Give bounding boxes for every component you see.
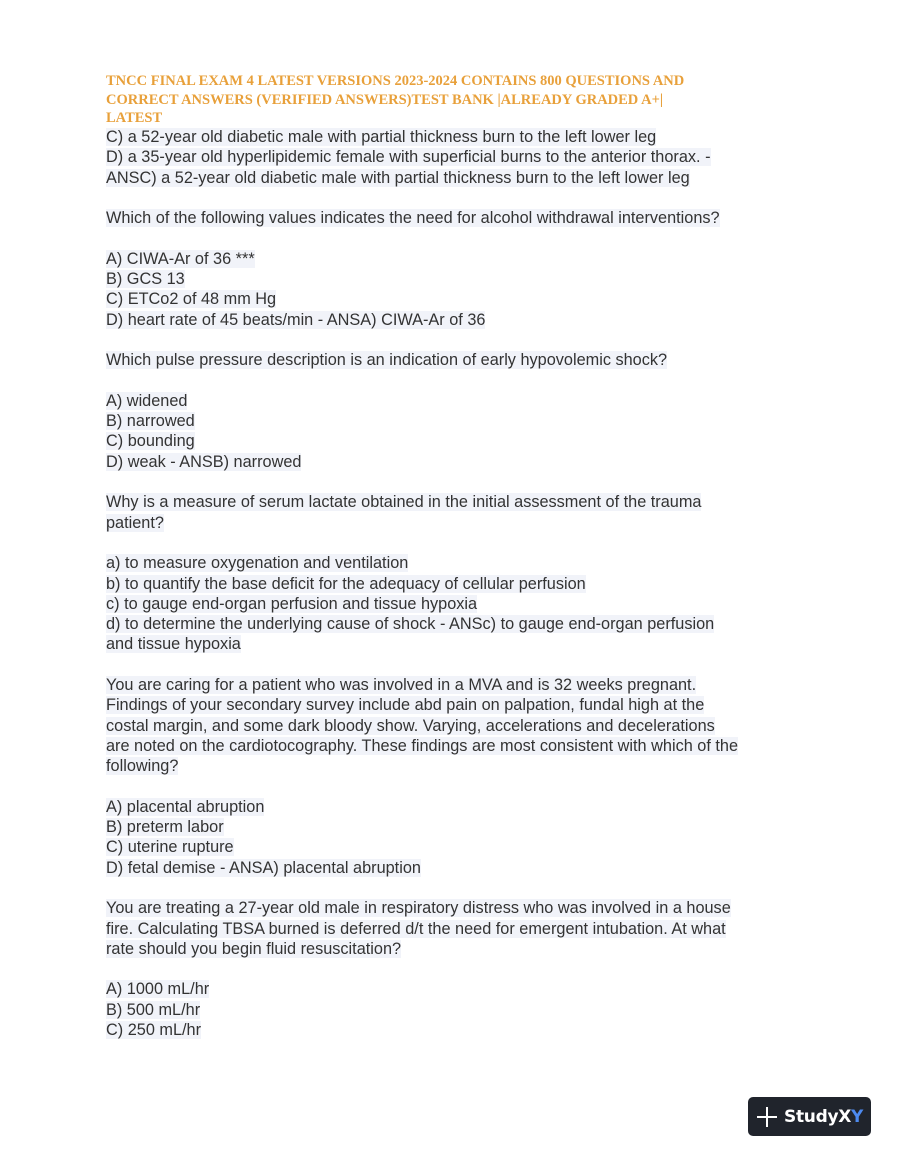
text-line xyxy=(106,249,826,269)
document-body xyxy=(106,127,826,1040)
text-line xyxy=(106,168,826,188)
text-line xyxy=(106,675,826,695)
line-text: B) narrowed xyxy=(106,412,195,431)
line-text: C) ETCo2 of 48 mm Hg xyxy=(106,290,277,309)
text-line xyxy=(106,310,826,330)
line-text: C) a 52-year old diabetic male with partial thickness burn to the left lower leg xyxy=(106,128,657,146)
text-line xyxy=(106,979,826,999)
text-line xyxy=(106,574,826,594)
paragraph-gap xyxy=(106,472,826,492)
text-line xyxy=(106,208,826,228)
text-line xyxy=(106,391,826,411)
paragraph-gap xyxy=(106,371,826,391)
paragraph-gap xyxy=(106,533,826,553)
document-header xyxy=(106,72,786,128)
line-text: are noted on the cardiotocography. These findings are most consistent with which of the xyxy=(106,736,739,755)
paragraph-gap xyxy=(106,188,826,208)
line-text: b) to quantify the base deficit for the adequacy of cellular perfusion xyxy=(106,574,586,593)
paragraph-gap xyxy=(106,655,826,675)
line-text: C) 250 mL/hr xyxy=(106,1021,202,1040)
text-line xyxy=(106,919,826,939)
line-text: C) bounding xyxy=(106,432,195,451)
line-text: A) placental abruption xyxy=(106,797,265,816)
line-text: patient? xyxy=(106,513,164,532)
text-line xyxy=(106,837,826,857)
paragraph-gap xyxy=(106,330,826,350)
line-text: A) widened xyxy=(106,391,188,410)
line-text: D) a 35-year old hyperlipidemic female with superficial burns to the anterior thorax. - xyxy=(106,148,711,167)
text-line xyxy=(106,1000,826,1020)
text-line xyxy=(106,492,826,512)
paragraph-gap xyxy=(106,777,826,797)
line-text: ANSC) a 52-year old diabetic male with partial thickness burn to the left lower leg xyxy=(106,168,690,187)
paragraph-gap xyxy=(106,228,826,248)
text-line xyxy=(106,411,826,431)
paragraph-gap xyxy=(106,878,826,898)
line-text: D) weak - ANSB) narrowed xyxy=(106,452,302,471)
text-line xyxy=(106,736,826,756)
text-line xyxy=(106,817,826,837)
text-line xyxy=(106,614,826,634)
text-line xyxy=(106,553,826,573)
paragraph-gap xyxy=(106,959,826,979)
studyxy-logo[interactable] xyxy=(748,1097,871,1136)
text-line xyxy=(106,452,826,472)
text-line xyxy=(106,127,826,147)
line-text: D) fetal demise - ANSA) placental abruption xyxy=(106,858,421,877)
line-text: B) 500 mL/hr xyxy=(106,1000,201,1019)
line-text: and tissue hypoxia xyxy=(106,635,241,654)
header-line: LATEST xyxy=(106,110,163,126)
line-text: c) to gauge end-organ perfusion and tissue hypoxia xyxy=(106,594,478,613)
line-text: fire. Calculating TBSA burned is deferred d/t the need for emergent intubation. At what xyxy=(106,919,726,938)
text-line xyxy=(106,858,826,878)
text-line xyxy=(106,1020,826,1040)
header-line: CORRECT ANSWERS (VERIFIED ANSWERS)TEST BANK |ALREADY GRADED A+| xyxy=(106,91,664,108)
plus-icon xyxy=(757,1107,777,1127)
line-text: A) CIWA-Ar of 36 *** xyxy=(106,249,255,268)
line-text: B) GCS 13 xyxy=(106,270,185,289)
line-text: D) heart rate of 45 beats/min - ANSA) CIWA-Ar of 36 xyxy=(106,310,486,329)
line-text: Which of the following values indicates the need for alcohol withdrawal interventions? xyxy=(106,209,720,228)
text-line xyxy=(106,756,826,776)
line-text: d) to determine the underlying cause of shock - ANSc) to gauge end-organ perfusion xyxy=(106,615,715,634)
text-line xyxy=(106,350,826,370)
line-text: A) 1000 mL/hr xyxy=(106,980,210,999)
text-line xyxy=(106,431,826,451)
text-line xyxy=(106,289,826,309)
line-text: Which pulse pressure description is an indication of early hypovolemic shock? xyxy=(106,351,668,370)
line-text: a) to measure oxygenation and ventilation xyxy=(106,554,409,573)
text-line xyxy=(106,695,826,715)
header-line: TNCC FINAL EXAM 4 LATEST VERSIONS 2023-2024 CONTAINS 800 QUESTIONS AND xyxy=(106,73,685,89)
text-line xyxy=(106,716,826,736)
line-text: You are treating a 27-year old male in respiratory distress who was involved in a house xyxy=(106,899,731,918)
line-text: following? xyxy=(106,757,179,776)
text-line xyxy=(106,147,826,167)
line-text: costal margin, and some dark bloody show. Varying, accelerations and decelerations xyxy=(106,716,715,735)
line-text: rate should you begin fluid resuscitation? xyxy=(106,939,402,958)
text-line xyxy=(106,513,826,533)
text-line xyxy=(106,797,826,817)
line-text: B) preterm labor xyxy=(106,818,224,837)
text-line xyxy=(106,269,826,289)
line-text: Why is a measure of serum lactate obtained in the initial assessment of the trauma xyxy=(106,493,702,512)
text-line xyxy=(106,939,826,959)
line-text: C) uterine rupture xyxy=(106,838,234,857)
line-text: Findings of your secondary survey include abd pain on palpation, fundal high at the xyxy=(106,696,705,715)
text-line xyxy=(106,634,826,654)
text-line xyxy=(106,594,826,614)
logo-text: StudyXY xyxy=(784,1106,864,1127)
text-line xyxy=(106,898,826,918)
line-text: You are caring for a patient who was involved in a MVA and is 32 weeks pregnant. xyxy=(106,676,697,695)
